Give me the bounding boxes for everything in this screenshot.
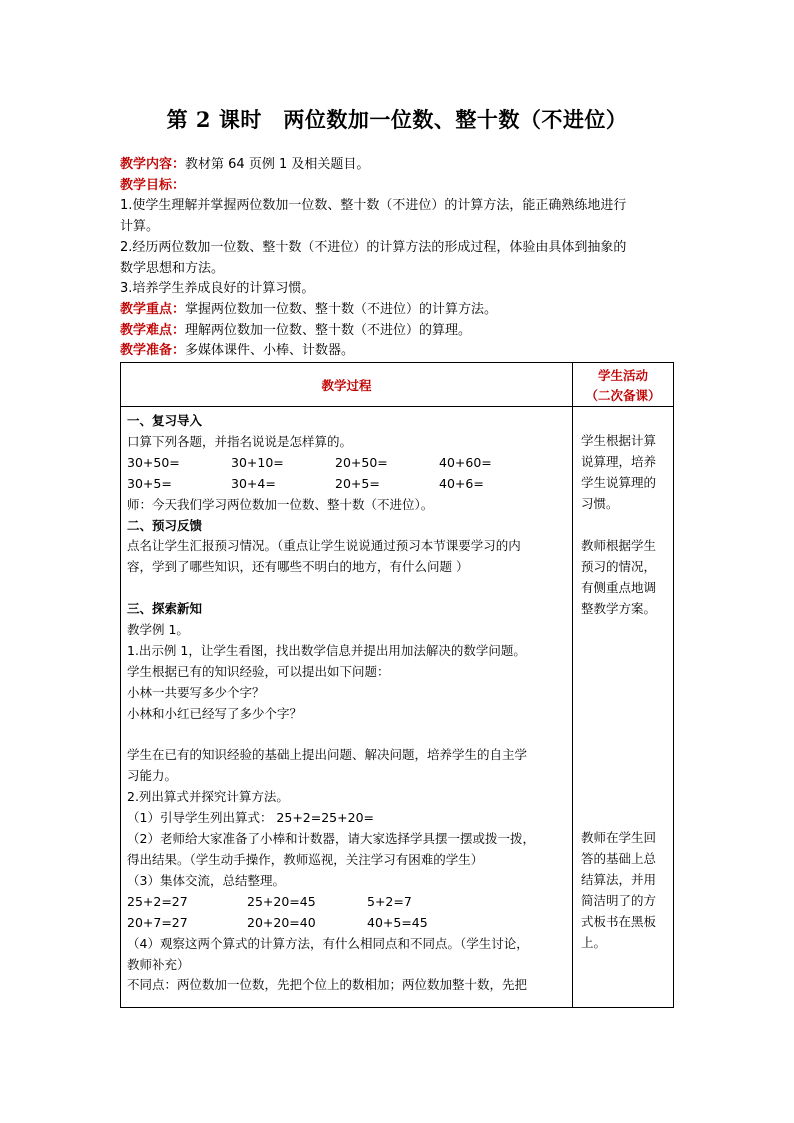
note-line: 结算法，并用	[581, 871, 657, 887]
header-activity-line2: （二次备课）	[585, 388, 661, 403]
substep-4b: 教师补充）	[127, 956, 190, 972]
calc-eq: 20+20=40	[247, 914, 316, 930]
calc-eq: 25+20=45	[247, 893, 316, 909]
process-cell	[121, 407, 573, 1008]
calc-eq: 40+5=45	[367, 914, 428, 930]
goal-1b: 计算。	[120, 219, 160, 235]
goal-2b: 数学思想和方法。	[120, 260, 225, 276]
header-activity	[573, 363, 674, 407]
teaching-goals-label	[120, 176, 680, 197]
goals-label: 教学目标：	[120, 177, 186, 193]
review-eq: 30+4=	[231, 475, 276, 491]
activity-cell	[573, 407, 674, 1008]
note-line: 教师在学生回	[581, 830, 657, 845]
question-2: 小林和小红已经写了多少个字？	[127, 705, 303, 721]
section-explore-title: 三、探索新知	[127, 601, 203, 617]
prep-label: 教学准备：	[120, 343, 186, 359]
goal-3: 3.培养学生养成良好的计算习惯。	[120, 281, 315, 297]
calc-row-1	[127, 892, 568, 913]
note-line: 习惯。	[581, 495, 619, 511]
review-eq: 20+5=	[335, 475, 380, 491]
header-process: 教学过程	[121, 363, 573, 407]
section-preview-title: 二、预习反馈	[127, 517, 203, 533]
step-1: 1.出示例 1，让学生看图，找出数学信息并提出用加法解决的数学问题。	[127, 642, 526, 658]
review-teacher-line: 师：今天我们学习两位数加一位数、整十数（不进位）。	[127, 496, 434, 512]
lesson-meta	[120, 155, 680, 362]
spacer	[127, 725, 568, 746]
header-activity-line1: 学生活动	[597, 368, 648, 383]
content-label: 教学内容：	[120, 157, 186, 172]
activity-note-1	[581, 431, 667, 515]
teaching-key	[120, 300, 680, 321]
step-2: 2.列出算式并探究计算方法。	[127, 789, 289, 805]
preview-line-1: 点名让学生汇报预习情况。（重点让学生说说通过预习本节课要学习的内	[127, 538, 521, 554]
note-line: 预习的情况，	[581, 558, 657, 574]
teaching-prep	[120, 341, 680, 362]
review-row-1	[127, 453, 568, 474]
note-line: 有侧重点地调	[581, 579, 657, 595]
activity-note-3	[581, 828, 667, 953]
difficulty-label: 教学难点：	[120, 322, 186, 338]
content-text: 教材第 64 页例 1 及相关题目。	[185, 157, 370, 172]
note-line: 学生说算理的	[581, 474, 657, 490]
section-review-title: 一、复习导入	[127, 413, 203, 428]
review-eq: 40+6=	[439, 475, 484, 491]
calc-row-2	[127, 913, 568, 934]
preview-line-2: 容，学到了哪些知识，还有哪些不明白的地方，有什么问题 ）	[127, 559, 469, 575]
note-line: 教师根据学生	[581, 538, 657, 553]
step-1-intro: 学生根据已有的知识经验，可以提出如下问题：	[127, 663, 390, 679]
substep-4a: （4）观察这两个算式的计算方法，有什么相同点和不同点。（学生讨论，	[127, 935, 529, 951]
goal-2a: 2.经历两位数加一位数、整十数（不进位）的计算方法的形成过程，体验由具体到抽象的	[120, 239, 627, 255]
prep-text: 多媒体课件、小棒、计数器。	[185, 343, 355, 359]
note-line: 学生根据计算	[581, 433, 657, 448]
example-title: 教学例 1。	[127, 622, 189, 638]
note-line: 式板书在黑板	[581, 913, 657, 929]
substep-1: （1）引导学生列出算式： 25+2=25+20=	[127, 810, 374, 826]
review-eq: 20+50=	[335, 454, 388, 470]
key-label: 教学重点：	[120, 301, 186, 317]
review-row-2	[127, 474, 568, 495]
review-intro: 口算下列各题，并指名说说是怎样算的。	[127, 433, 353, 449]
difficulty-text: 理解两位数加一位数、整十数（不进位）的算理。	[185, 322, 472, 338]
activity-note-2	[581, 536, 667, 620]
review-eq: 30+5=	[127, 475, 172, 491]
substep-2b: 得出结果。（学生动手操作，教师巡视，关注学习有困难的学生）	[127, 852, 484, 867]
review-eq: 40+60=	[439, 454, 492, 470]
review-eq: 30+50=	[127, 454, 180, 470]
calc-eq: 20+7=27	[127, 914, 188, 930]
substep-3: （3）集体交流，总结整理。	[127, 872, 285, 888]
key-text: 掌握两位数加一位数、整十数（不进位）的计算方法。	[185, 301, 498, 317]
summary-line-1: 学生在已有的知识经验的基础上提出问题、解决问题，培养学生的自主学	[127, 747, 528, 763]
substep-2a: （2）老师给大家准备了小棒和计数器，请大家选择学具摆一摆或拨一拨，	[127, 831, 535, 847]
calc-eq: 5+2=7	[367, 893, 412, 909]
calc-eq: 25+2=27	[127, 893, 188, 909]
note-line: 上。	[581, 934, 607, 950]
note-line: 说算理，培养	[581, 453, 657, 469]
note-line: 答的基础上总	[581, 850, 657, 866]
summary-line-2: 习能力。	[127, 768, 178, 784]
teaching-content	[120, 155, 680, 176]
question-1: 小林一共要写多少个字？	[127, 684, 265, 700]
spacer	[127, 578, 568, 599]
goal-1a: 1.使学生理解并掌握两位数加一位数、整十数（不进位）的计算方法，能正确熟练地进行	[120, 198, 627, 214]
page-title: 第 2 课时 两位数加一位数、整十数（不进位）	[166, 107, 628, 132]
note-line: 简洁明了的方	[581, 892, 657, 908]
teaching-difficulty	[120, 321, 680, 342]
note-line: 整教学方案。	[581, 600, 657, 616]
review-eq: 30+10=	[231, 454, 284, 470]
difference-line: 不同点：两位数加一位数，先把个位上的数相加；两位数加整十数，先把	[127, 977, 528, 993]
lesson-table	[120, 362, 674, 1008]
